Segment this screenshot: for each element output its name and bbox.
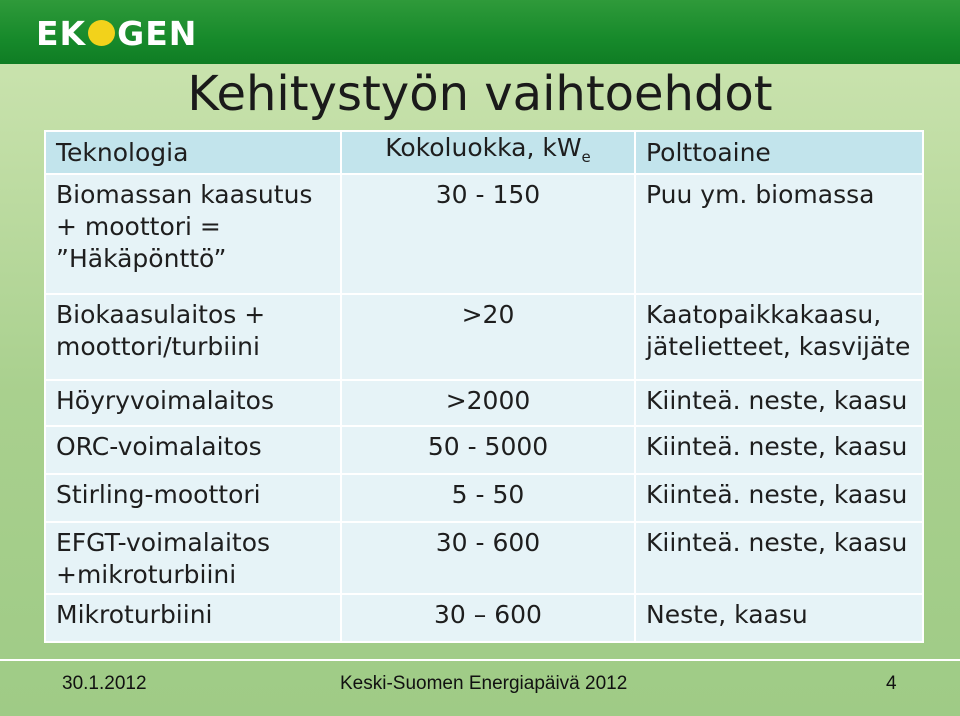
cell-fuel: Kaatopaikkakaasu, jätelietteet, kasvijäte — [635, 294, 923, 380]
cell-tech: ORC-voimalaitos — [45, 426, 341, 474]
header-size: Kokoluokka, $kW_e$ — [341, 131, 635, 174]
header-fuel: Polttoaine — [635, 131, 923, 174]
table-row — [45, 294, 923, 380]
table-header-row — [45, 131, 923, 174]
table-row — [45, 174, 923, 294]
table-row — [45, 594, 923, 642]
technology-table — [44, 130, 924, 643]
cell-tech: Biokaasulaitos + moottori/turbiini — [45, 294, 341, 380]
cell-size: 50 - 5000 — [341, 426, 635, 474]
cell-size: 5 - 50 — [341, 474, 635, 522]
table-row — [45, 522, 923, 594]
header-size-subscript: e — [581, 148, 591, 166]
logo-text-right: GEN — [117, 13, 198, 53]
footer-date: 30.1.2012 — [62, 673, 147, 694]
logo-text-left: EK — [36, 13, 87, 53]
table-row — [45, 426, 923, 474]
cell-fuel: Kiinteä. neste, kaasu — [635, 474, 923, 522]
cell-tech: Biomassan kaasutus + moottori = ”Häkäpönttö” — [45, 174, 341, 294]
cell-size: >2000 — [341, 380, 635, 426]
cell-tech: EFGT-voimalaitos +mikroturbiini — [45, 522, 341, 594]
footer-event: Keski-Suomen Energiapäivä 2012 — [340, 673, 628, 694]
cell-tech: Stirling-moottori — [45, 474, 341, 522]
cell-fuel: Kiinteä. neste, kaasu — [635, 426, 923, 474]
slide-title: Kehitystyön vaihtoehdot — [187, 66, 773, 122]
table-row — [45, 474, 923, 522]
cell-tech: Mikroturbiini — [45, 594, 341, 642]
cell-tech: Höyryvoimalaitos — [45, 380, 341, 426]
footer-page-number: 4 — [886, 673, 897, 694]
cell-fuel: Neste, kaasu — [635, 594, 923, 642]
header-tech: Teknologia — [45, 131, 341, 174]
ekogen-logo — [36, 13, 198, 53]
cell-size: 30 - 150 — [341, 174, 635, 294]
table-row — [45, 380, 923, 426]
header-bar — [0, 0, 960, 64]
logo-dot-icon — [88, 20, 115, 46]
cell-fuel: Kiinteä. neste, kaasu — [635, 522, 923, 594]
cell-fuel: Puu ym. biomassa — [635, 174, 923, 294]
footer — [0, 660, 960, 716]
cell-size: 30 - 600 — [341, 522, 635, 594]
cell-size: 30 – 600 — [341, 594, 635, 642]
cell-fuel: Kiinteä. neste, kaasu — [635, 380, 923, 426]
cell-size: >20 — [341, 294, 635, 380]
